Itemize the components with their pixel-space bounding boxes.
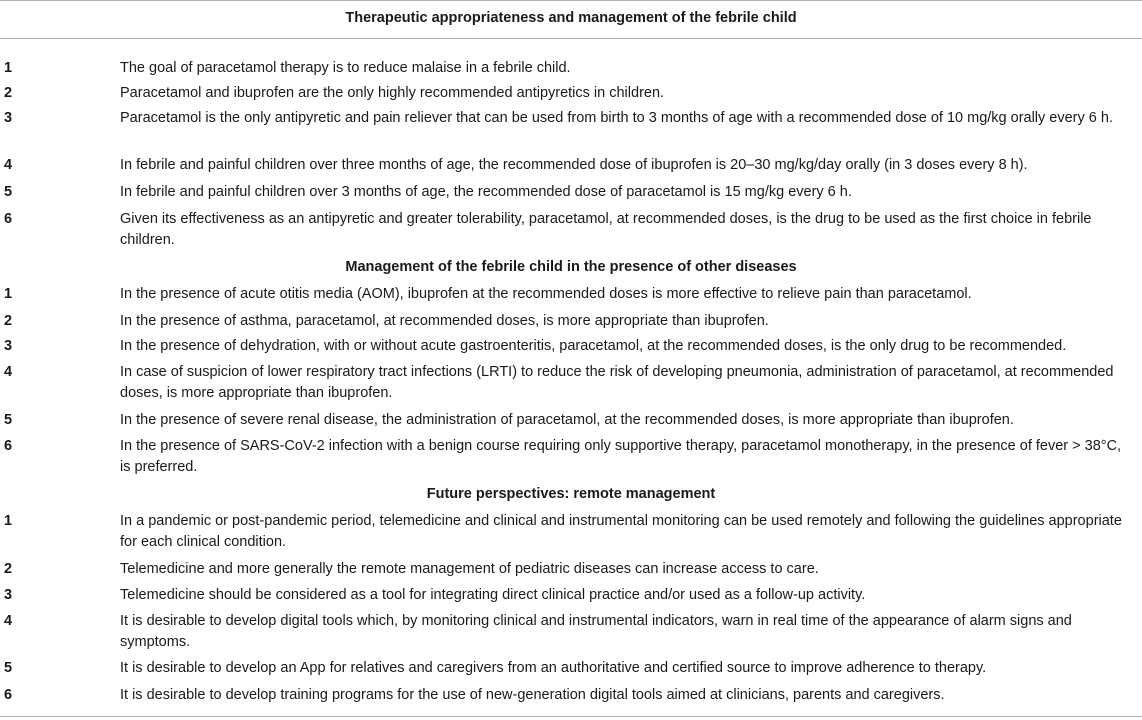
row-text: In febrile and painful children over 3 months of age, the recommended dose of paracetamol is 15 mg/kg every 6 h.: [120, 184, 852, 200]
row-number: 2: [4, 85, 13, 101]
row-number: 5: [4, 412, 13, 428]
section-title-therapeutic: Therapeutic appropriateness and management of the febrile child: [345, 10, 797, 26]
row-number: 3: [4, 338, 13, 354]
row-text: It is desirable to develop training programs for the use of new-generation digital tools aimed at clinicians, parents and caregivers.: [120, 687, 945, 703]
row-number: 1: [4, 513, 13, 529]
row-number: 4: [4, 613, 13, 629]
row-text: It is desirable to develop an App for relatives and caregivers from an authoritative and certified source to improve adherence to therapy.: [120, 660, 987, 676]
row-number: 3: [4, 587, 13, 603]
row-text: In the presence of SARS-CoV-2 infection with a benign course requiring only supportive therapy, paracetamol monotherapy, in the presence of fever > 38°C, is preferred.: [120, 438, 1122, 475]
table-bottom-rule: [0, 716, 1142, 717]
row-number: 1: [4, 60, 13, 76]
row-text: In febrile and painful children over three months of age, the recommended dose of ibuprofen is 20–30 mg/kg/day orally (in 3 doses every 8 h).: [120, 157, 1028, 173]
row-number: 6: [4, 211, 13, 227]
row-number: 2: [4, 561, 13, 577]
row-number: 6: [4, 687, 13, 703]
row-text: In a pandemic or post-pandemic period, telemedicine and clinical and instrumental monitoring can be used remotely and following the guidelines appropriate for each clinical condition.: [120, 513, 1122, 550]
row-number: 4: [4, 157, 13, 173]
table-top-rule: [0, 0, 1142, 1]
row-number: 5: [4, 660, 13, 676]
row-text: Paracetamol and ibuprofen are the only highly recommended antipyretics in children.: [120, 85, 665, 101]
row-number: 4: [4, 364, 13, 380]
header-rule: [0, 38, 1142, 39]
row-text: Given its effectiveness as an antipyretic and greater tolerability, paracetamol, at recommended doses, is the drug to be used as the first choice in febrile children.: [120, 211, 1092, 248]
row-text: It is desirable to develop digital tools which, by monitoring clinical and instrumental indicators, warn in real time of the appearance of alarm signs and symptoms.: [120, 613, 1072, 650]
row-text: In the presence of severe renal disease, the administration of paracetamol, at the recommended doses, is more appropriate than ibuprofen.: [120, 412, 1014, 428]
row-number: 1: [4, 286, 13, 302]
row-number: 6: [4, 438, 13, 454]
row-text: Telemedicine and more generally the remote management of pediatric diseases can increase access to care.: [120, 561, 819, 577]
section-title-remote-management: Future perspectives: remote management: [426, 486, 716, 502]
row-number: 2: [4, 313, 13, 329]
row-text: In case of suspicion of lower respiratory tract infections (LRTI) to reduce the risk of developing pneumonia, administration of paracetamol, at recommended doses, is more appropriate than ibuprofen.: [120, 364, 1114, 401]
section-title-other-diseases: Management of the febrile child in the presence of other diseases: [345, 259, 797, 275]
row-number: 5: [4, 184, 13, 200]
row-text: In the presence of dehydration, with or without acute gastroenteritis, paracetamol, at the recommended doses, is the only drug to be recommended.: [120, 338, 1067, 354]
row-number: 3: [4, 110, 13, 126]
row-text: The goal of paracetamol therapy is to reduce malaise in a febrile child.: [120, 60, 571, 76]
row-text: In the presence of asthma, paracetamol, at recommended doses, is more appropriate than ibuprofen.: [120, 313, 769, 329]
row-text: Telemedicine should be considered as a tool for integrating direct clinical practice and/or used as a follow-up activity.: [120, 587, 866, 603]
row-text: Paracetamol is the only antipyretic and pain reliever that can be used from birth to 3 months of age with a recommended dose of 10 mg/kg orally every 6 h.: [120, 110, 1113, 126]
row-text: In the presence of acute otitis media (AOM), ibuprofen at the recommended doses is more effective to relieve pain than paracetamol.: [120, 286, 972, 302]
